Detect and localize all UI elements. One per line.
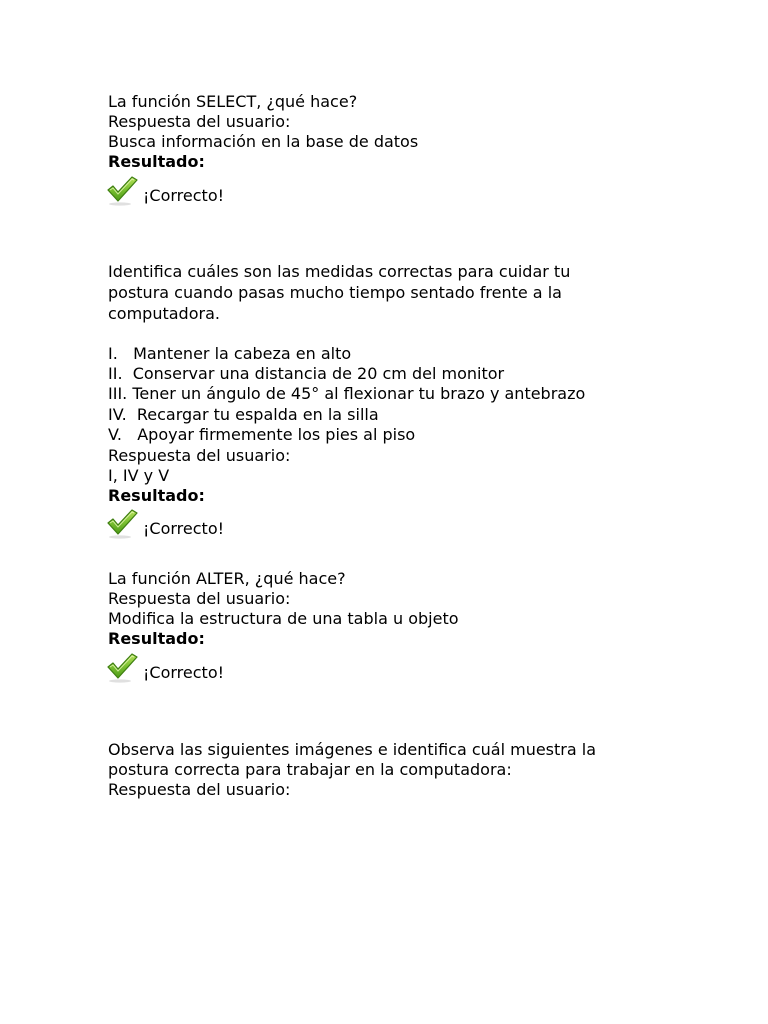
- question-1-text: La función SELECT, ¿qué hace?: [108, 92, 358, 111]
- answer-label: Respuesta del usuario:: [108, 589, 291, 608]
- user-answer: I, IV y V: [108, 466, 170, 485]
- question-4-text-line: Observa las siguientes imágenes e identifica cuál muestra la: [108, 740, 596, 759]
- result-label: Resultado:: [108, 486, 205, 505]
- user-answer: Modifica la estructura de una tabla u objeto: [108, 609, 459, 628]
- question-4-text-line: postura correcta para trabajar en la computadora:: [108, 760, 512, 779]
- option-item: I. Mantener la cabeza en alto: [108, 344, 352, 363]
- question-2-text-line: computadora.: [108, 304, 220, 323]
- option-item: V. Apoyar firmemente los pies al piso: [108, 425, 416, 444]
- result-label: Resultado:: [108, 629, 205, 648]
- question-3-text: La función ALTER, ¿qué hace?: [108, 569, 346, 588]
- result-text: ¡Correcto!: [143, 663, 225, 682]
- user-answer: Busca información en la base de datos: [108, 132, 419, 151]
- green-checkmark-icon: [106, 175, 138, 207]
- answer-label: Respuesta del usuario:: [108, 446, 291, 465]
- result-text: ¡Correcto!: [143, 186, 225, 205]
- option-item: III. Tener un ángulo de 45° al flexionar tu brazo y antebrazo: [108, 384, 586, 403]
- answer-label: Respuesta del usuario:: [108, 780, 291, 799]
- result-text: ¡Correcto!: [143, 519, 225, 538]
- question-2-text-line: Identifica cuáles son las medidas correctas para cuidar tu: [108, 262, 571, 281]
- result-label: Resultado:: [108, 152, 205, 171]
- option-item: II. Conservar una distancia de 20 cm del monitor: [108, 364, 505, 383]
- green-checkmark-icon: [106, 508, 138, 540]
- question-2-text-line: postura cuando pasas mucho tiempo sentado frente a la: [108, 283, 562, 302]
- green-checkmark-icon: [106, 652, 138, 684]
- option-item: IV. Recargar tu espalda en la silla: [108, 405, 379, 424]
- answer-label: Respuesta del usuario:: [108, 112, 291, 131]
